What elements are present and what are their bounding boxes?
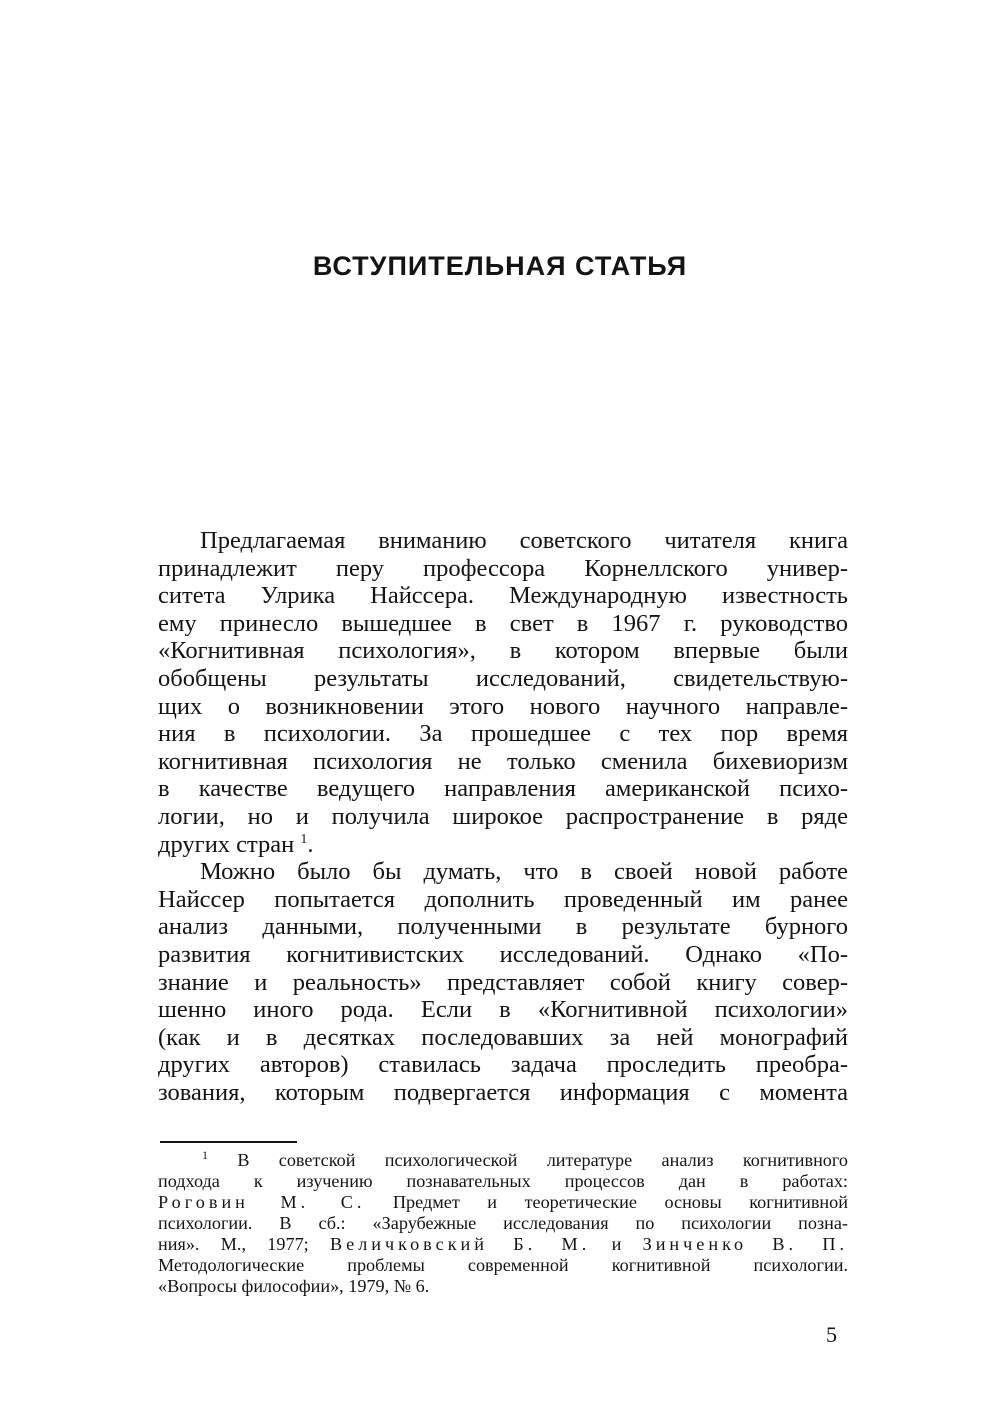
text-line: Найссер попытается дополнить проведенный им ранее <box>158 885 848 913</box>
text-line: анализ данными, полученными в результате бурного <box>158 913 848 941</box>
text-line: зования, которым подвергается информация с момента <box>158 1078 848 1106</box>
page-number: 5 <box>826 1322 837 1347</box>
text-line: Можно было бы думать, что в своей новой работе <box>200 858 848 886</box>
footnote-line <box>158 1192 848 1213</box>
text-line <box>158 831 848 859</box>
footnote-text: ния». М., 1977; <box>158 1234 309 1254</box>
text-line: знание и реальность» представляет собой книгу совер- <box>158 968 848 996</box>
footnote-author: Роговин М. С. <box>158 1192 366 1212</box>
text-line: ему принесло вышедшее в свет в 1967 г. руководство <box>158 609 848 637</box>
text-line: когнитивная психология не только сменила бихевиоризм <box>158 747 848 775</box>
text-line: шенно иного рода. Если в «Когнитивной психологии» <box>158 996 848 1024</box>
page-title: ВСТУПИТЕЛЬНАЯ СТАТЬЯ <box>312 251 688 281</box>
footnote-author: Величковский Б. М. <box>330 1234 591 1254</box>
footnote-divider <box>160 1141 297 1143</box>
footnote-text: В советской психологической литературе анализ когнитивного <box>237 1150 848 1170</box>
footnote-line: Методологические проблемы современной когнитивной психологии. <box>158 1255 848 1275</box>
text-line: в качестве ведущего направления американской психо- <box>158 775 848 803</box>
text-line: «Когнитивная психология», в котором впервые были <box>158 637 848 665</box>
footnote-line: психологии. В сб.: «Зарубежные исследования по психологии позна- <box>158 1213 848 1233</box>
text-line: других авторов) ставилась задача проследить преобра- <box>158 1051 848 1079</box>
footnote-line <box>158 1147 848 1171</box>
text-line: логии, но и получила широкое распространение в ряде <box>158 802 848 830</box>
text-line: обобщены результаты исследований, свидетельствую- <box>158 664 848 692</box>
text-line: ситета Улрика Найссера. Международную известность <box>158 582 848 610</box>
text-fragment: других стран <box>158 830 295 858</box>
footnote-number: 1 <box>202 1147 208 1162</box>
footnote-line <box>158 1234 848 1255</box>
text-line: ния в психологии. За прошедшее с тех пор время <box>158 720 848 748</box>
text-line: развития когнитивистских исследований. Однако «По- <box>158 940 848 968</box>
main-text <box>158 527 848 1106</box>
text-fragment: . <box>307 830 314 858</box>
footnote <box>158 1147 849 1297</box>
text-line: принадлежит перу профессора Корнеллского универ- <box>158 554 848 582</box>
text-line: щих о возникновении этого нового научного направле- <box>158 692 848 720</box>
text-line: (как и в десятках последовавших за ней монографий <box>158 1023 848 1051</box>
text-line: Предлагаемая вниманию советского читателя книга <box>200 527 848 554</box>
footnote-author: Зинченко В. П. <box>642 1234 849 1254</box>
footnote-line: подхода к изучению познавательных процессов дан в работах: <box>158 1171 848 1191</box>
footnote-text: Предмет и теоретические основы когнитивной <box>392 1192 848 1212</box>
footnote-reference[interactable]: 1 <box>300 831 308 847</box>
footnote-text: и <box>611 1234 622 1254</box>
footnote-line: «Вопросы философии», 1979, № 6. <box>158 1276 430 1296</box>
